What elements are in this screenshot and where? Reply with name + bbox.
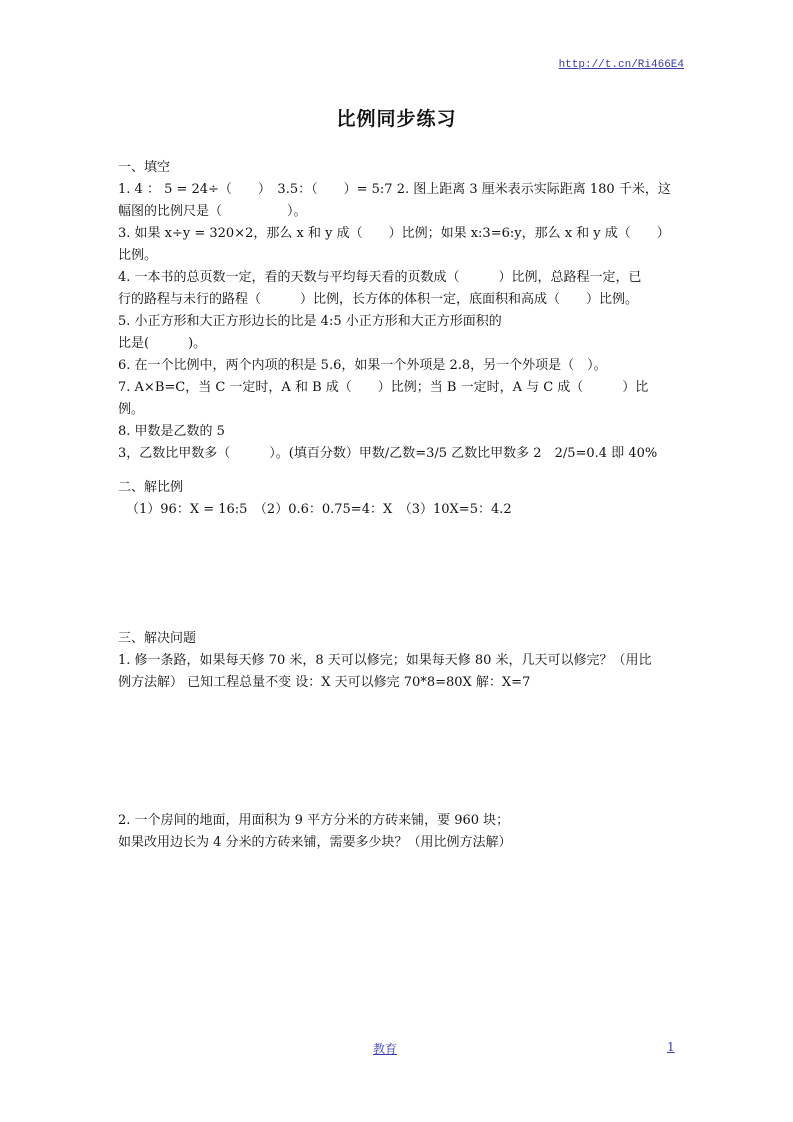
fill-blank-line: 7. A×B=C，当 C 一定时，A 和 B 成（ ）比例；当 B 一定时，A 与 C 成（ ）比 xyxy=(118,380,649,395)
fill-blank-line: 比是( )。 xyxy=(118,336,207,351)
word-problem-2-line: 2. 一个房间的地面，用面积为 9 平方分米的方砖来铺，要 960 块； xyxy=(118,813,510,828)
footer-link[interactable]: 教育 xyxy=(373,1042,398,1056)
solve-proportion-problems: （1）96：X = 16:5 （2）0.6：0.75=4：X （3）10X=5：4.2 xyxy=(126,502,512,517)
header-url-link[interactable]: http://t.cn/Ri466E4 xyxy=(558,59,684,71)
fill-blank-line: 4. 一本书的总页数一定，看的天数与平均每天看的页数成（ ）比例，总路程一定，已 xyxy=(118,270,642,285)
section-2-heading: 二、解比例 xyxy=(118,480,184,495)
fill-blank-line: 5. 小正方形和大正方形边长的比是 4:5 小正方形和大正方形面积的 xyxy=(118,314,502,329)
word-problem-1-line: 例方法解） 已知工程总量不变 设：X 天可以修完 70*8=80X 解：X=7 xyxy=(118,675,531,690)
fill-blank-line: 8. 甲数是乙数的 5 xyxy=(118,424,225,439)
section-1-heading: 一、填空 xyxy=(118,160,171,175)
section-3-heading: 三、解决问题 xyxy=(118,631,197,646)
answer-space xyxy=(118,521,676,628)
word-problem-2-line: 如果改用边长为 4 分米的方砖来铺，需要多少块？（用比例方法解） xyxy=(118,835,512,850)
answer-space xyxy=(118,694,676,810)
page-number-link[interactable]: 1 xyxy=(667,1040,675,1054)
word-problem-1-line: 1. 修一条路，如果每天修 70 米，8 天可以修完；如果每天修 80 米，几天可以修完？（用比 xyxy=(118,653,652,668)
fill-blank-line: 3，乙数比甲数多（ ）。(填百分数）甲数/乙数=3/5 乙数比甲数多 2 2/5=0.4 即 40% xyxy=(118,446,658,461)
page-title: 比例同步练习 xyxy=(336,108,457,130)
fill-blank-line: 幅图的比例尺是（ ）。 xyxy=(118,204,307,219)
fill-blank-line: 比例。 xyxy=(118,248,158,263)
fill-blank-line: 6. 在一个比例中，两个内项的积是 5.6，如果一个外项是 2.8，另一个外项是（ ）。 xyxy=(118,358,607,373)
document-body xyxy=(118,157,676,854)
fill-blank-line: 1. 4 ： 5 = 24÷（ ） 3.5：（ ）= 5:7 2. 图上距离 3 厘米表示实际距离 180 千米，这 xyxy=(118,182,671,197)
fill-blank-line: 例。 xyxy=(118,402,145,417)
fill-blank-line: 3. 如果 x÷y = 320×2，那么 x 和 y 成（ ）比例；如果 x:3=6:y，那么 x 和 y 成（ ） xyxy=(118,226,670,241)
fill-blank-line: 行的路程与未行的路程（ ）比例，长方体的体积一定，底面积和高成（ ）比例。 xyxy=(118,292,639,307)
